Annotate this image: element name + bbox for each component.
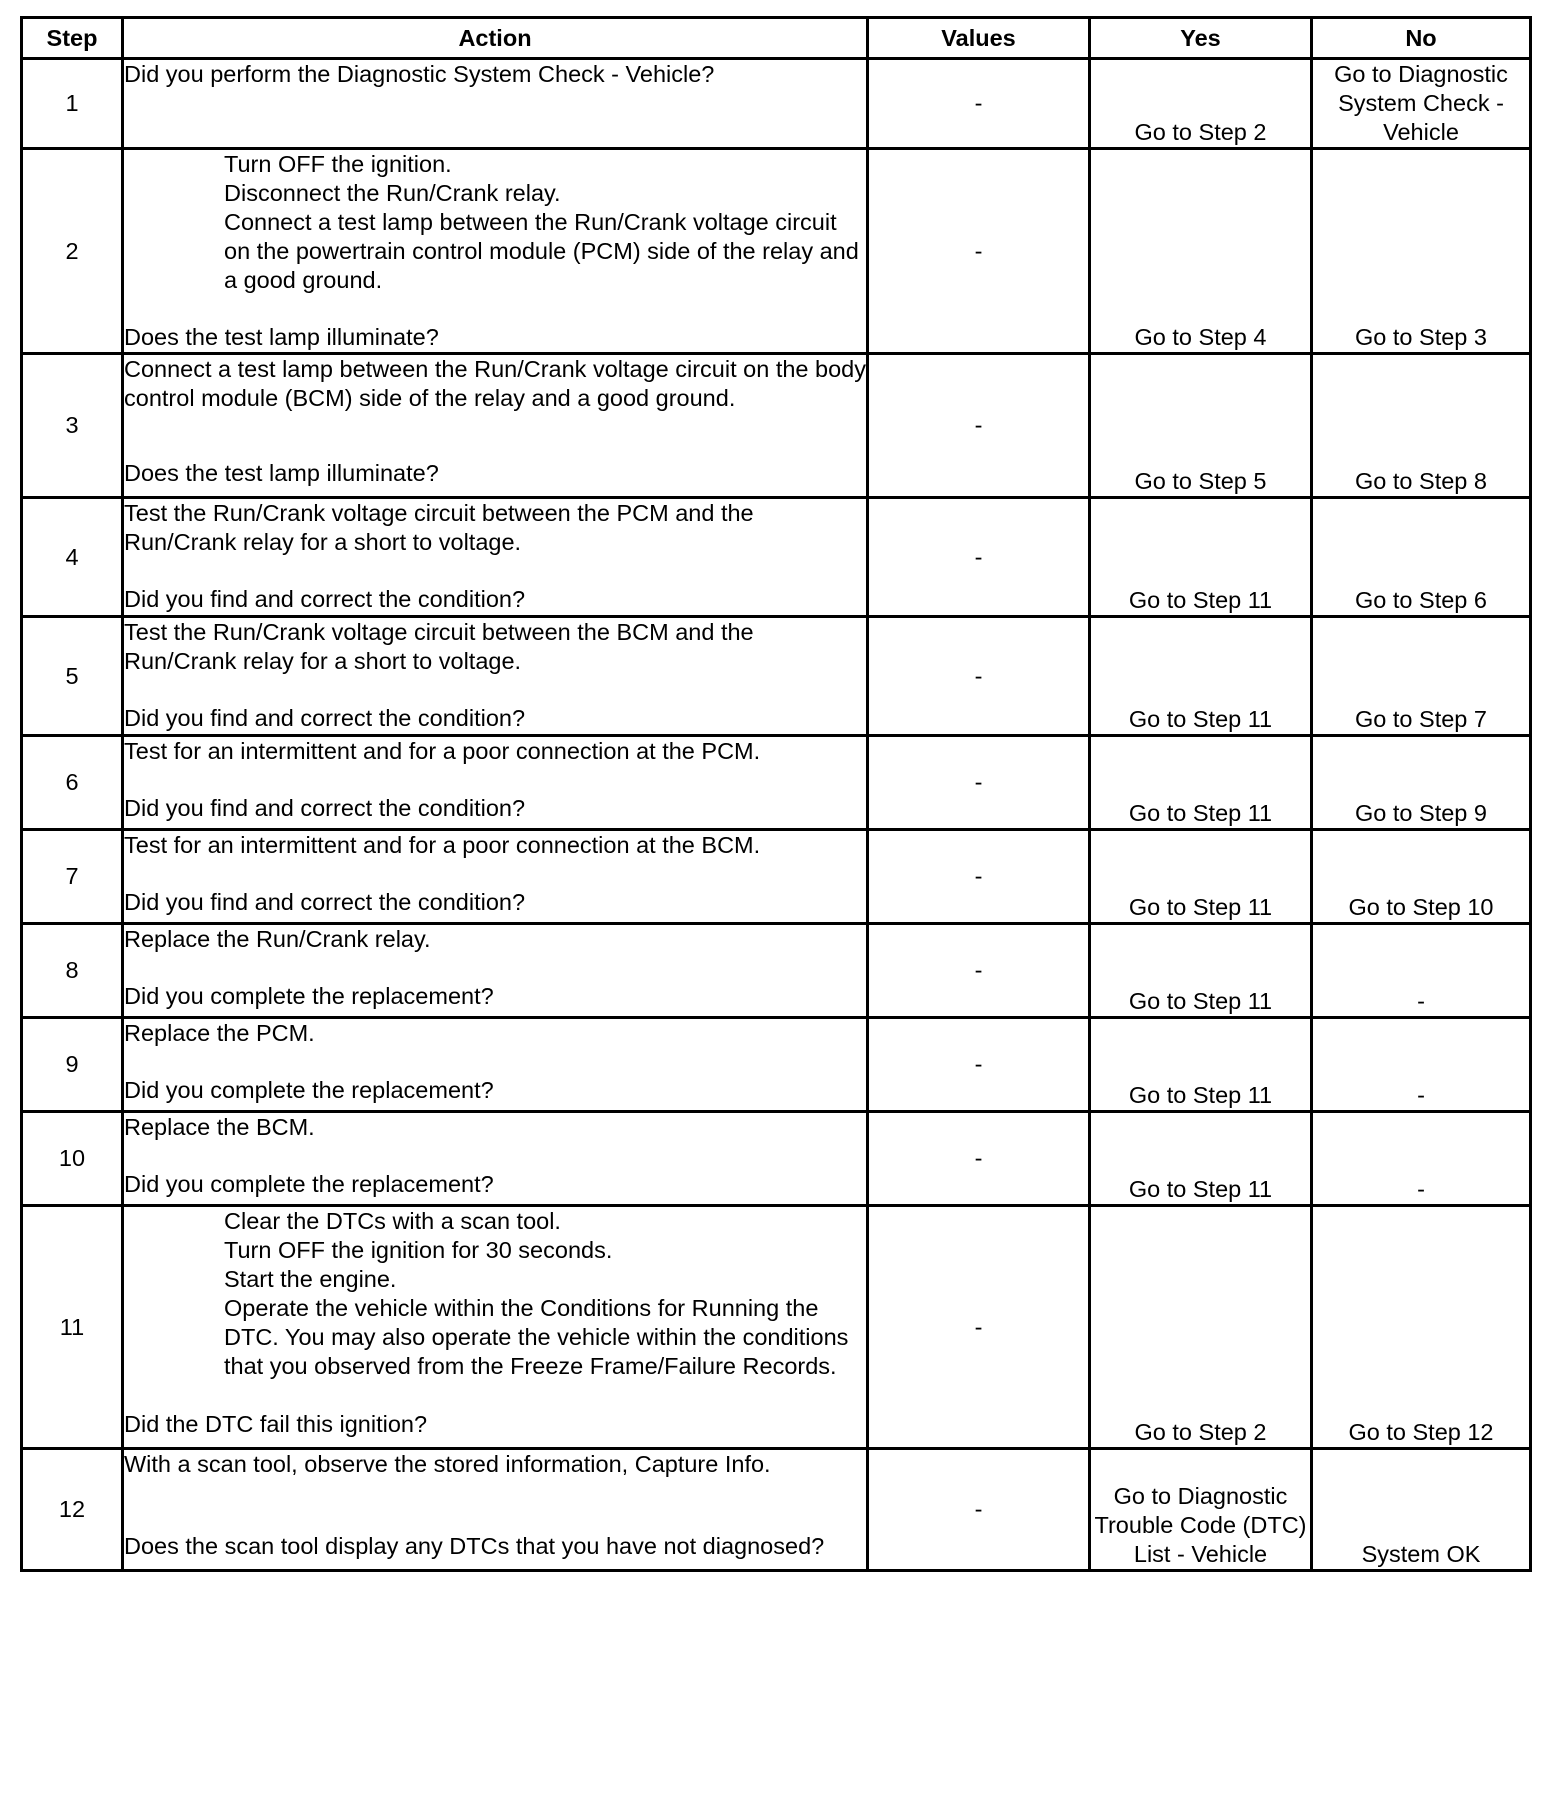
no-cell: Go to Step 9 [1312,736,1531,830]
no-cell: - [1312,924,1531,1018]
diagnostic-table [20,16,1532,1572]
action-line: Start the engine. [224,1266,397,1292]
table-row [22,1018,1531,1112]
no-cell: - [1312,1112,1531,1206]
action-cell [123,498,868,617]
step-cell: 4 [22,498,123,617]
action-line: Clear the DTCs with a scan tool. [224,1208,561,1234]
no-cell: Go to Step 7 [1312,617,1531,736]
action-cell [123,736,868,830]
values-cell: - [868,924,1090,1018]
action-instructions [124,60,866,89]
action-cell [123,59,868,149]
action-cell [123,1206,868,1449]
action-line: Did you perform the Diagnostic System Check - Vehicle? [124,61,715,87]
yes-cell: Go to Step 11 [1090,617,1312,736]
step-cell: 5 [22,617,123,736]
values-cell: - [868,617,1090,736]
values-cell: - [868,1206,1090,1449]
action-question: Did you find and correct the condition? [124,705,526,731]
values-cell: - [868,830,1090,924]
table-row [22,1206,1531,1449]
action-line: Replace the Run/Crank relay. [124,926,431,952]
action-line: Operate the vehicle within the Conditions for Running the DTC. You may also operate the vehicle within the conditions that you observed from the Freeze Frame/Failure Records. [224,1295,849,1379]
values-cell: - [868,149,1090,354]
table-row [22,1112,1531,1206]
action-instructions [124,925,866,954]
action-question: Does the scan tool display any DTCs that you have not diagnosed? [124,1533,825,1559]
action-question: Did the DTC fail this ignition? [124,1411,428,1437]
step-cell: 12 [22,1449,123,1571]
action-line: Turn OFF the ignition for 30 seconds. [224,1237,613,1263]
no-cell: - [1312,1018,1531,1112]
step-cell: 1 [22,59,123,149]
table-row [22,149,1531,354]
yes-cell: Go to Step 4 [1090,149,1312,354]
action-instructions [124,355,866,413]
no-cell: Go to Step 10 [1312,830,1531,924]
yes-cell: Go to Step 5 [1090,354,1312,498]
values-cell: - [868,354,1090,498]
no-cell: Go to Step 8 [1312,354,1531,498]
table-row [22,59,1531,149]
action-line: Replace the BCM. [124,1114,315,1140]
values-cell: - [868,1449,1090,1571]
action-instructions [124,499,866,557]
yes-cell: Go to Step 11 [1090,830,1312,924]
yes-cell: Go to Step 11 [1090,924,1312,1018]
header-yes: Yes [1090,18,1312,59]
action-line: Test for an intermittent and for a poor connection at the PCM. [124,738,761,764]
table-body [22,59,1531,1571]
table-row [22,830,1531,924]
action-line: Test the Run/Crank voltage circuit between the PCM and the Run/Crank relay for a short to voltage. [124,500,754,555]
action-line: Replace the PCM. [124,1020,315,1046]
action-instructions [124,1019,866,1048]
values-cell: - [868,59,1090,149]
action-question: Does the test lamp illuminate? [124,324,439,350]
values-cell: - [868,498,1090,617]
action-cell [123,830,868,924]
table-row [22,498,1531,617]
no-cell: Go to Step 12 [1312,1206,1531,1449]
action-cell [123,1112,868,1206]
action-instructions [124,831,866,860]
action-cell [123,617,868,736]
action-cell [123,1018,868,1112]
no-cell: Go to Step 3 [1312,149,1531,354]
yes-cell: Go to Step 11 [1090,1018,1312,1112]
header-action: Action [123,18,868,59]
action-instructions [124,1207,866,1381]
step-cell: 6 [22,736,123,830]
action-cell [123,149,868,354]
values-cell: - [868,1112,1090,1206]
step-cell: 3 [22,354,123,498]
yes-cell: Go to Diagnostic Trouble Code (DTC) List - Vehicle [1090,1449,1312,1571]
yes-cell: Go to Step 2 [1090,1206,1312,1449]
action-question: Did you find and correct the condition? [124,889,526,915]
step-cell: 7 [22,830,123,924]
values-cell: - [868,1018,1090,1112]
header-no: No [1312,18,1531,59]
action-question: Did you find and correct the condition? [124,586,526,612]
header-row [22,18,1531,59]
action-cell [123,1449,868,1571]
no-cell: Go to Diagnostic System Check - Vehicle [1312,59,1531,149]
action-question: Did you complete the replacement? [124,1077,494,1103]
step-cell: 11 [22,1206,123,1449]
table-row [22,617,1531,736]
no-cell: Go to Step 6 [1312,498,1531,617]
action-question: Did you complete the replacement? [124,1171,494,1197]
no-cell: System OK [1312,1449,1531,1571]
yes-cell: Go to Step 11 [1090,1112,1312,1206]
action-cell [123,924,868,1018]
action-instructions [124,1450,866,1479]
values-cell: - [868,736,1090,830]
table-row [22,1449,1531,1571]
action-question: Did you complete the replacement? [124,983,494,1009]
step-cell: 9 [22,1018,123,1112]
step-cell: 2 [22,149,123,354]
table-row [22,924,1531,1018]
action-instructions [124,1113,866,1142]
header-step: Step [22,18,123,59]
action-cell [123,354,868,498]
yes-cell: Go to Step 11 [1090,498,1312,617]
header-values: Values [868,18,1090,59]
table-row [22,354,1531,498]
action-line: Turn OFF the ignition. [224,151,452,177]
action-line: Connect a test lamp between the Run/Crank voltage circuit on the powertrain control module (PCM) side of the relay and a good ground. [224,209,859,293]
step-cell: 8 [22,924,123,1018]
action-line: Disconnect the Run/Crank relay. [224,180,561,206]
action-line: Connect a test lamp between the Run/Crank voltage circuit on the body control module (BCM) side of the relay and a good ground. [124,356,866,411]
action-instructions [124,150,866,295]
step-cell: 10 [22,1112,123,1206]
yes-cell: Go to Step 11 [1090,736,1312,830]
action-question: Did you find and correct the condition? [124,795,526,821]
action-instructions [124,737,866,766]
action-line: Test the Run/Crank voltage circuit between the BCM and the Run/Crank relay for a short to voltage. [124,619,754,674]
action-line: Test for an intermittent and for a poor connection at the BCM. [124,832,761,858]
action-instructions [124,618,866,676]
action-question: Does the test lamp illuminate? [124,460,439,486]
action-line: With a scan tool, observe the stored information, Capture Info. [124,1451,771,1477]
table-row [22,736,1531,830]
yes-cell: Go to Step 2 [1090,59,1312,149]
